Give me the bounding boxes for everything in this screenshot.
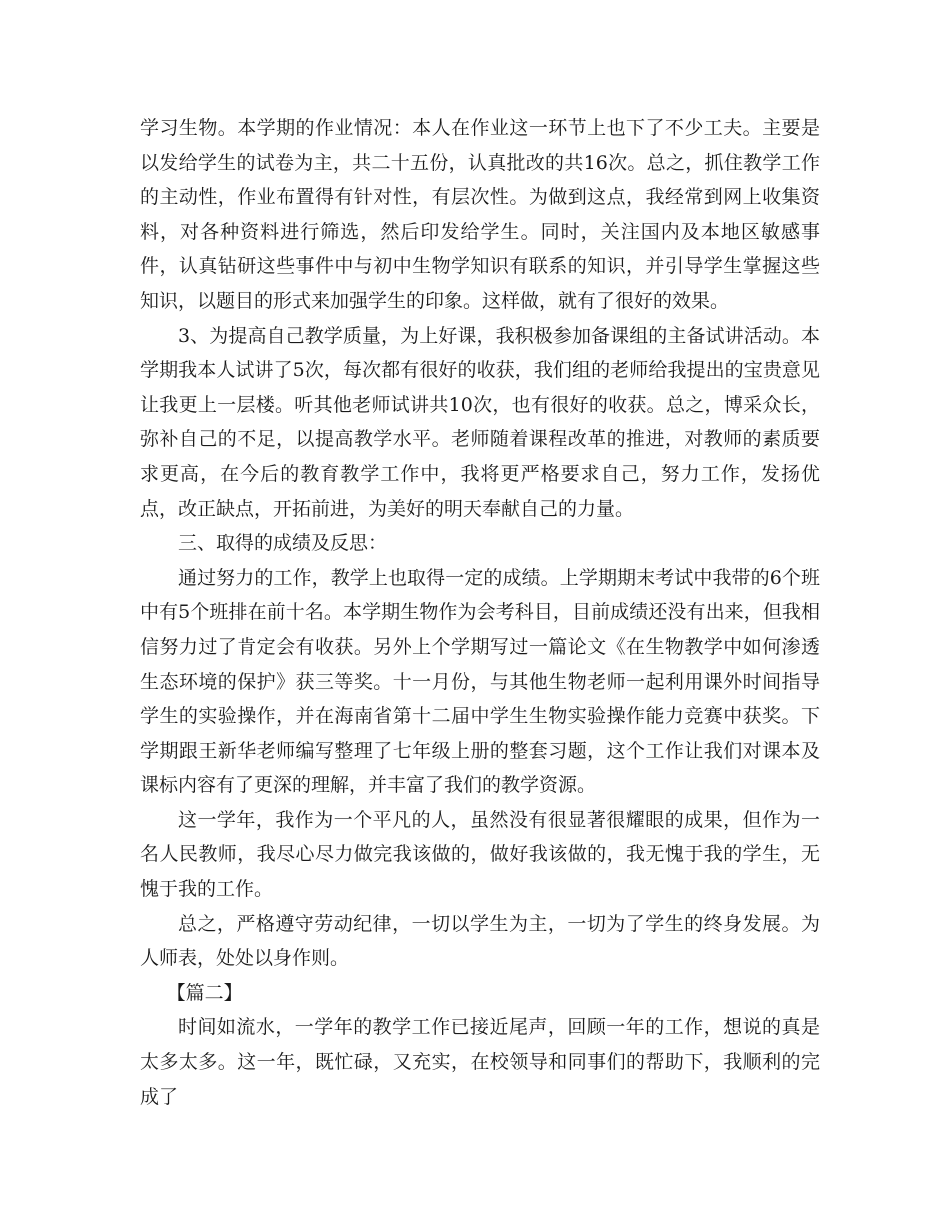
section-heading-achievements: 三、取得的成绩及反思： — [178, 532, 388, 555]
paragraph-achievements: 通过努力的工作，教学上也取得一定的成绩。上学期期末考试中我带的6个班中有5个班排在前十名。本学期生物作为会考科目，目前成绩还没有出来，但我相信努力过了肯定会有收获。另外上个学期写过一篇论文《在生物教学中如何渗透生态环境的保护》获三等奖。十一月份，与其他生物老师一起利用课外时间指导学生的实验操作，并在海南省第十二届中学生生物实验操作能力竞赛中获奖。下学期跟王新华老师编写整理了七年级上册的整套习题，这个工作让我们对课本及课标内容有了更深的理解，并丰富了我们的教学资源。 — [140, 566, 820, 797]
paragraph-trial-lectures: 3、为提高自己教学质量，为上好课，我积极参加备课组的主备试讲活动。本学期我本人试讲了5次，每次都有很好的收获，我们组的老师给我提出的宝贵意见让我更上一层楼。听其他老师试讲共10次，也有很好的收获。总之，博采众长，弥补自己的不足，以提高教学水平。老师随着课程改革的推进，对教师的素质要求更高，在今后的教育教学工作中，我将更严格要求自己，努力工作，发扬优点，改正缺点，开拓前进，为美好的明天奉献自己的力量。 — [140, 324, 820, 520]
paragraph-reflection: 这一学年，我作为一个平凡的人，虽然没有很显著很耀眼的成果，但作为一名人民教师，我尽心尽力做完我该做的，做好我该做的，我无愧于我的学生，无愧于我的工作。 — [140, 808, 820, 901]
paragraph-part-two-intro: 时间如流水，一学年的教学工作已接近尾声，回顾一年的工作，想说的真是太多太多。这一年，既忙碌，又充实，在校领导和同事们的帮助下，我顺利的完成了 — [140, 1016, 820, 1108]
document-body — [140, 111, 820, 1114]
section-label-part-two: 【篇二】 — [166, 981, 243, 1004]
paragraph-summary: 总之，严格遵守劳动纪律，一切以学生为主，一切为了学生的终身发展。为人师表，处处以身作则。 — [140, 912, 820, 970]
paragraph-homework: 学习生物。本学期的作业情况：本人在作业这一环节上也下了不少工夫。主要是以发给学生的试卷为主，共二十五份，认真批改的共16次。总之，抓住教学工作的主动性，作业布置得有针对性，有层次性。为做到这点，我经常到网上收集资料，对各种资料进行筛选，然后印发给学生。同时，关注国内及本地区敏感事件，认真钻研这些事件中与初中生物学知识有联系的知识，并引导学生掌握这些知识，以题目的形式来加强学生的印象。这样做，就有了很好的效果。 — [140, 117, 820, 312]
